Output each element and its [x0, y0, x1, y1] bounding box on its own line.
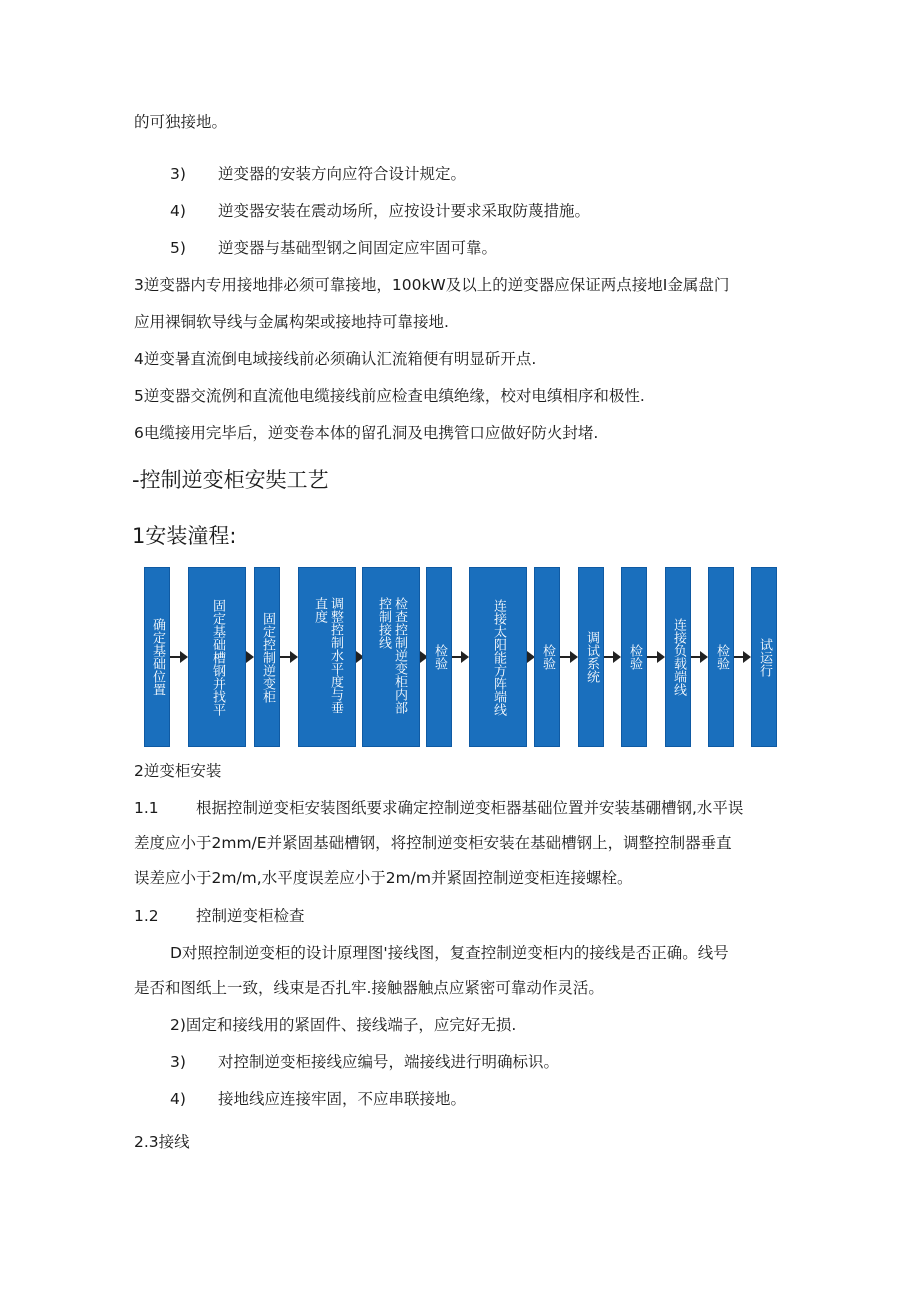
- flow-step: [144, 567, 170, 747]
- flow-step-label: 调整控制水平度与垂直度: [312, 597, 343, 714]
- paragraph-line: [134, 905, 305, 927]
- flow-arrow: [647, 651, 665, 663]
- list-number: 5): [170, 239, 186, 257]
- flow-arrow: [560, 651, 578, 663]
- flow-arrow: [527, 651, 534, 663]
- list-item: [170, 1051, 559, 1073]
- flow-arrow: [734, 651, 751, 663]
- section-heading: -控制逆变柜安奘工艺: [132, 468, 329, 492]
- flow-step-label: 试运行: [757, 637, 772, 677]
- list-number: 3): [170, 165, 186, 183]
- text-line: 6电缆接用完毕后，逆变卷本体的留孔洞及电携管口应做好防火封堵.: [134, 424, 599, 442]
- text-line: 应用裸铜软导线与金属构架或接地持可靠接地.: [134, 313, 449, 331]
- flow-step-label: 调试系统: [584, 631, 599, 683]
- text-line: 的可独接地。: [134, 113, 228, 131]
- section-title: 2逆变柜安装: [134, 762, 222, 780]
- list-text: 对控制逆变柜接线应编号，端接线进行明确标识。: [218, 1053, 560, 1071]
- paragraph-line: [134, 797, 743, 819]
- process-flowchart: [144, 567, 776, 747]
- clause-number: 1.1: [134, 799, 159, 817]
- list-item: [170, 163, 466, 185]
- section-heading: 1安装潼程:: [132, 524, 237, 548]
- list-text: 逆变器与基础型钢之间固定应牢固可靠。: [218, 239, 498, 257]
- flow-step-label: 检验: [627, 644, 642, 670]
- list-number: 4): [170, 1090, 186, 1108]
- list-number: 4): [170, 202, 186, 220]
- flow-step-label: 固定控制逆变柜: [260, 611, 275, 703]
- flow-step: [578, 567, 604, 747]
- flow-step: [621, 567, 647, 747]
- flow-step-label: 检验: [714, 644, 729, 670]
- flow-step-label: 连接太阳能方阵端线: [491, 598, 506, 716]
- flow-step: [298, 567, 356, 747]
- clause-number: 1.2: [134, 907, 159, 925]
- flow-step-label: 检查控制逆变柜内部控制接线: [376, 597, 407, 714]
- text-line: 差度应小于2mm∕E并紧固基础槽钢，将控制逆变柜安装在基础槽钢上，调整控制器垂直: [134, 834, 732, 852]
- flow-arrow: [604, 651, 621, 663]
- flow-step-label: 检验: [432, 644, 447, 670]
- flow-step: [751, 567, 777, 747]
- flow-step: [362, 567, 420, 747]
- text-line: 误差应小于2m∕m,水平度误差应小于2m∕m并紧固控制逆变柜连接螺栓。: [134, 869, 633, 887]
- flow-arrow: [170, 651, 188, 663]
- flow-step: [708, 567, 734, 747]
- flow-arrow: [246, 651, 254, 663]
- list-number: 3): [170, 1053, 186, 1071]
- flow-step-label: 连接负载端线: [671, 618, 686, 696]
- text-line: 3逆变器内专用接地排必须可靠接地，100kW及以上的逆变器应保证两点接地I金属盘门: [134, 276, 730, 294]
- text-line: 是否和图纸上一致，线束是否扎牢.接触器触点应紧密可靠动作灵活。: [134, 979, 604, 997]
- list-item: [170, 1088, 466, 1110]
- list-item: [170, 200, 590, 222]
- list-item: [170, 237, 497, 259]
- text-line: 2)固定和接线用的紧固件、接线端子，应完好无损.: [170, 1016, 517, 1034]
- flow-step: [534, 567, 560, 747]
- list-text: 逆变器的安装方向应符合设计规定。: [218, 165, 467, 183]
- flow-arrow: [691, 651, 708, 663]
- flow-step: [426, 567, 452, 747]
- flow-step: [188, 567, 246, 747]
- flow-arrow: [280, 651, 298, 663]
- subsection-title: 2.3接线: [134, 1133, 190, 1151]
- clause-text: 控制逆变柜检查: [196, 907, 305, 925]
- list-text: 逆变器安装在震动场所，应按设计要求采取防蔑措施。: [218, 202, 591, 220]
- text-line: D对照控制逆变柜的设计原理图'接线图，复查控制逆变柜内的接线是否正确。线号: [170, 944, 729, 962]
- text-line: 5逆变器交流例和直流他电缆接线前应检查电缜绝缘，校对电缜相序和极性.: [134, 387, 645, 405]
- clause-text: 根据控制逆变柜安装图纸要求确定控制逆变柜器基础位置并安装基硼槽钢,水平误: [196, 799, 744, 817]
- flow-step-label: 确定基础位置: [150, 618, 165, 696]
- flow-step: [665, 567, 691, 747]
- flow-step-label: 检验: [540, 644, 555, 670]
- text-line: 4逆变暑直流倒电域接线前必须确认汇流箱便有明显斫开点.: [134, 350, 537, 368]
- flow-arrow: [452, 651, 469, 663]
- list-text: 接地线应连接牢固，不应串联接地。: [218, 1090, 467, 1108]
- flow-step: [469, 567, 527, 747]
- flow-step: [254, 567, 280, 747]
- flow-step-label: 固定基础槽钢并找平: [210, 598, 225, 716]
